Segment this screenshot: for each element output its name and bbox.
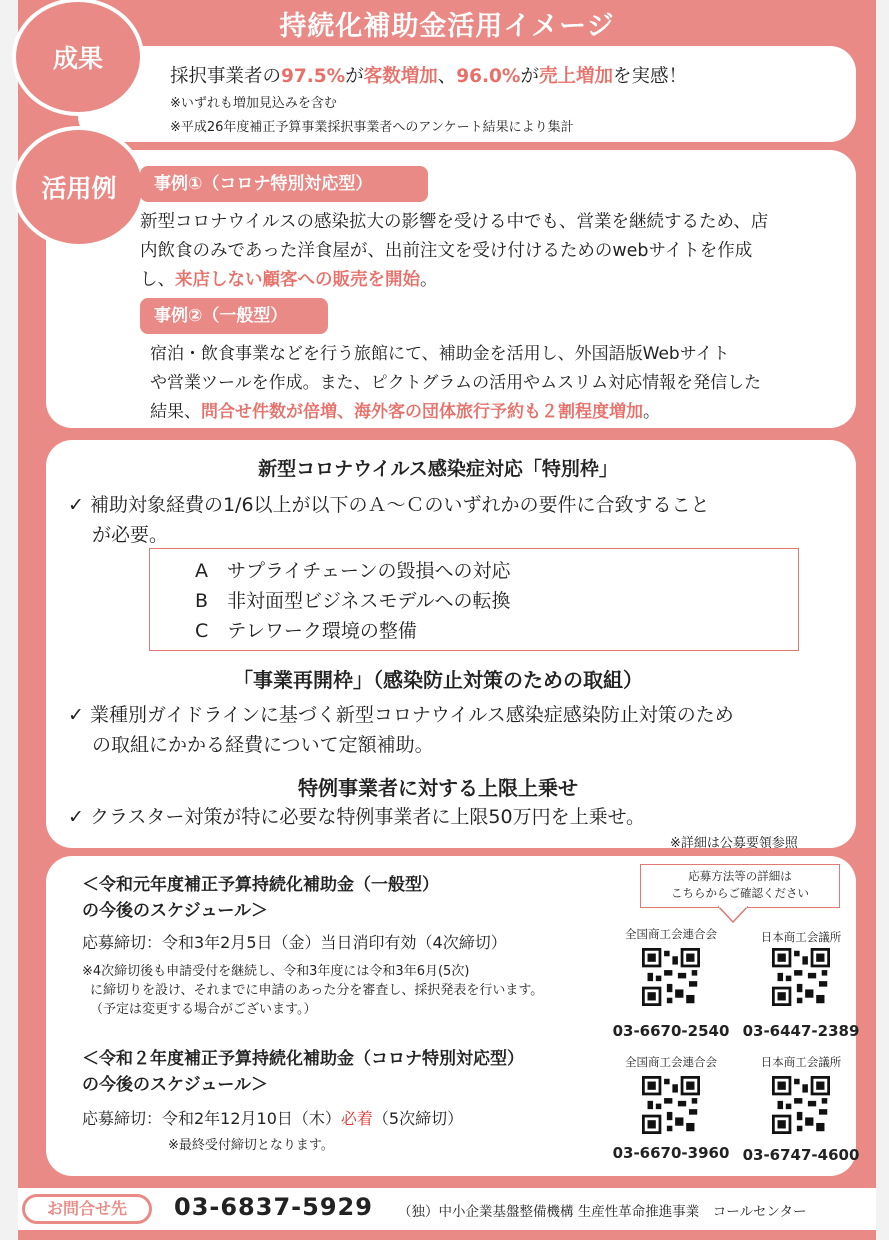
requirement-a: A サプライチェーンの毀損への対応: [195, 560, 511, 582]
check-icon: ✓: [68, 806, 84, 828]
schedule2-title: [82, 1046, 524, 1098]
case2-line-3: [150, 398, 761, 427]
case1-body: [140, 208, 768, 295]
case1-line-3-post: 。: [420, 270, 438, 290]
restart-line-1: 業種別ガイドラインに基づく新型コロナウイルス感染症感染防止対策のため: [89, 704, 734, 726]
results-pct-1: 97.5%: [281, 66, 346, 87]
cap-increase-heading: 特例事業者に対する上限上乗せ: [298, 776, 578, 800]
check-icon: ✓: [68, 494, 84, 516]
qr2-tel: 03-6447-2389: [742, 1022, 860, 1040]
qr-callout-line-2: こちらからご確認ください: [671, 886, 809, 900]
page-title: 持続化補助金活用イメージ: [279, 11, 615, 42]
qr4-org: 日本商工会議所: [760, 1055, 842, 1069]
qr2-org: 日本商工会議所: [760, 930, 842, 944]
results-text-2: が: [345, 66, 364, 87]
schedule1-title-1: ＜令和元年度補正予算持続化補助金（一般型）: [82, 875, 439, 895]
case1-tag: 事例①（コロナ特別対応型）: [140, 166, 428, 202]
results-text-1: 採択事業者の: [170, 66, 282, 87]
schedule2-title-1: ＜令和２年度補正予算持続化補助金（コロナ特別対応型）: [82, 1049, 524, 1069]
results-keyword-1: 客数増加: [363, 66, 438, 87]
case1-line-3: [140, 266, 768, 295]
schedule2-title-2: の今後のスケジュール＞: [82, 1075, 268, 1095]
contact-footer: [18, 1188, 876, 1230]
examples-circle: [12, 126, 146, 248]
special-frame-heading: 新型コロナウイルス感染症対応「特別枠」: [258, 458, 618, 480]
schedule2-deadline-emphasis: 必着: [340, 1109, 373, 1128]
results-label: 成果: [52, 44, 103, 73]
qr3-tel: 03-6670-3960: [612, 1144, 730, 1162]
schedule1-deadline: 応募締切：令和3年2月5日（金）当日消印有効（4次締切）: [82, 933, 507, 952]
restart-frame-item: [68, 700, 868, 760]
qr-code-icon[interactable]: [642, 1076, 700, 1134]
check-icon: ✓: [68, 704, 84, 726]
case1-highlight: 来店しない顧客への販売を開始: [175, 270, 420, 290]
case2-tag: 事例②（一般型）: [140, 298, 328, 334]
results-circle: [12, 0, 144, 116]
restart-line-2: の取組にかかる経費について定額補助。: [92, 734, 434, 756]
results-text-5: を実感！: [612, 66, 687, 87]
case1-line-2: 内飲食のみであった洋食屋が、出前注文を受け付けるためのwebサイトを作成: [140, 241, 753, 261]
qr-callout-line-1: 応募方法等の詳細は: [688, 869, 792, 883]
examples-label: 活用例: [41, 174, 117, 203]
schedule2-deadline-post: （5次締切）: [372, 1109, 464, 1128]
schedule2-deadline-pre: 応募締切：令和2年12月10日（木）: [82, 1109, 341, 1128]
results-pct-2: 96.0%: [456, 66, 521, 87]
case2-body: [150, 340, 761, 427]
case2-highlight: 問合せ件数が倍増、海外客の団体旅行予約も２割程度増加: [201, 402, 643, 422]
qr-code-icon[interactable]: [772, 1076, 830, 1134]
qr1-org: 全国商工会連合会: [625, 927, 717, 941]
results-text-3: 、: [437, 66, 457, 87]
special-frame-item: [68, 490, 868, 550]
schedule2-deadline: [82, 1104, 463, 1133]
results-line: [170, 62, 687, 91]
callout-pointer-icon: [718, 906, 748, 924]
qr-callout: [640, 864, 840, 908]
case2-line-1: 宿泊・飲食事業などを行う旅館にて、補助金を活用し、外国語版Webサイト: [150, 344, 730, 364]
results-note-2: ※平成26年度補正予算事業採択事業者へのアンケート結果により集計: [170, 120, 574, 135]
special-frame-line-2: が必要。: [92, 524, 169, 546]
contact-tag: お問合せ先: [22, 1194, 152, 1224]
case2-line-3-pre: 結果、: [150, 402, 201, 422]
requirement-b: B 非対面型ビジネスモデルへの転換: [195, 590, 511, 612]
qr3-org: 全国商工会連合会: [625, 1055, 717, 1069]
schedule1-title: [82, 872, 439, 924]
case2-line-2: や営業ツールを作成。また、ピクトグラムの活用やムスリム対応情報を発信した: [150, 373, 762, 393]
flyer-page: [18, 0, 876, 1240]
results-text-4: が: [520, 66, 539, 87]
qr-code-icon[interactable]: [642, 948, 700, 1006]
case1-line-3-pre: し、: [140, 270, 175, 290]
contact-phone[interactable]: 03-6837-5929: [174, 1193, 373, 1221]
qr4-tel: 03-6747-4600: [742, 1146, 860, 1164]
details-note: ※詳細は公募要領参照: [670, 836, 798, 851]
requirements-box: [149, 548, 799, 651]
schedule2-note: ※最終受付締切となります。: [168, 1138, 334, 1153]
qr1-tel: 03-6670-2540: [612, 1022, 730, 1040]
results-note-1: ※いずれも増加見込みを含む: [170, 96, 337, 111]
restart-frame-heading: 「事業再開枠」（感染防止対策のための取組）: [233, 668, 643, 692]
cap-increase-item: [68, 802, 868, 832]
schedule1-note-3: （予定は変更する場合がございます。）: [90, 1002, 317, 1017]
schedule1-note-2: に締切りを設け、それまでに申請のあった分を審査し、採択発表を行います。: [90, 983, 544, 998]
case1-line-1: 新型コロナウイルスの感染拡大の影響を受ける中でも、営業を継続するため、店: [140, 212, 769, 232]
schedule1-title-2: の今後のスケジュール＞: [82, 901, 268, 921]
contact-org: （独）中小企業基盤整備機構 生産性革命推進事業 コールセンター: [398, 1204, 807, 1220]
special-frame-line-1: 補助対象経費の1/6以上が以下のＡ～Ｃのいずれかの要件に合致すること: [89, 494, 710, 516]
results-keyword-2: 売上増加: [538, 66, 613, 87]
qr-code-icon[interactable]: [772, 948, 830, 1006]
schedule1-notes: [82, 962, 543, 1019]
requirement-c: C テレワーク環境の整備: [195, 620, 417, 642]
cap-increase-line: クラスター対策が特に必要な特例事業者に上限50万円を上乗せ。: [89, 806, 646, 828]
case2-line-3-post: 。: [643, 402, 660, 422]
schedule1-note-1: ※4次締切後も申請受付を継続し、令和3年度には令和3年6月(5次): [82, 964, 470, 979]
